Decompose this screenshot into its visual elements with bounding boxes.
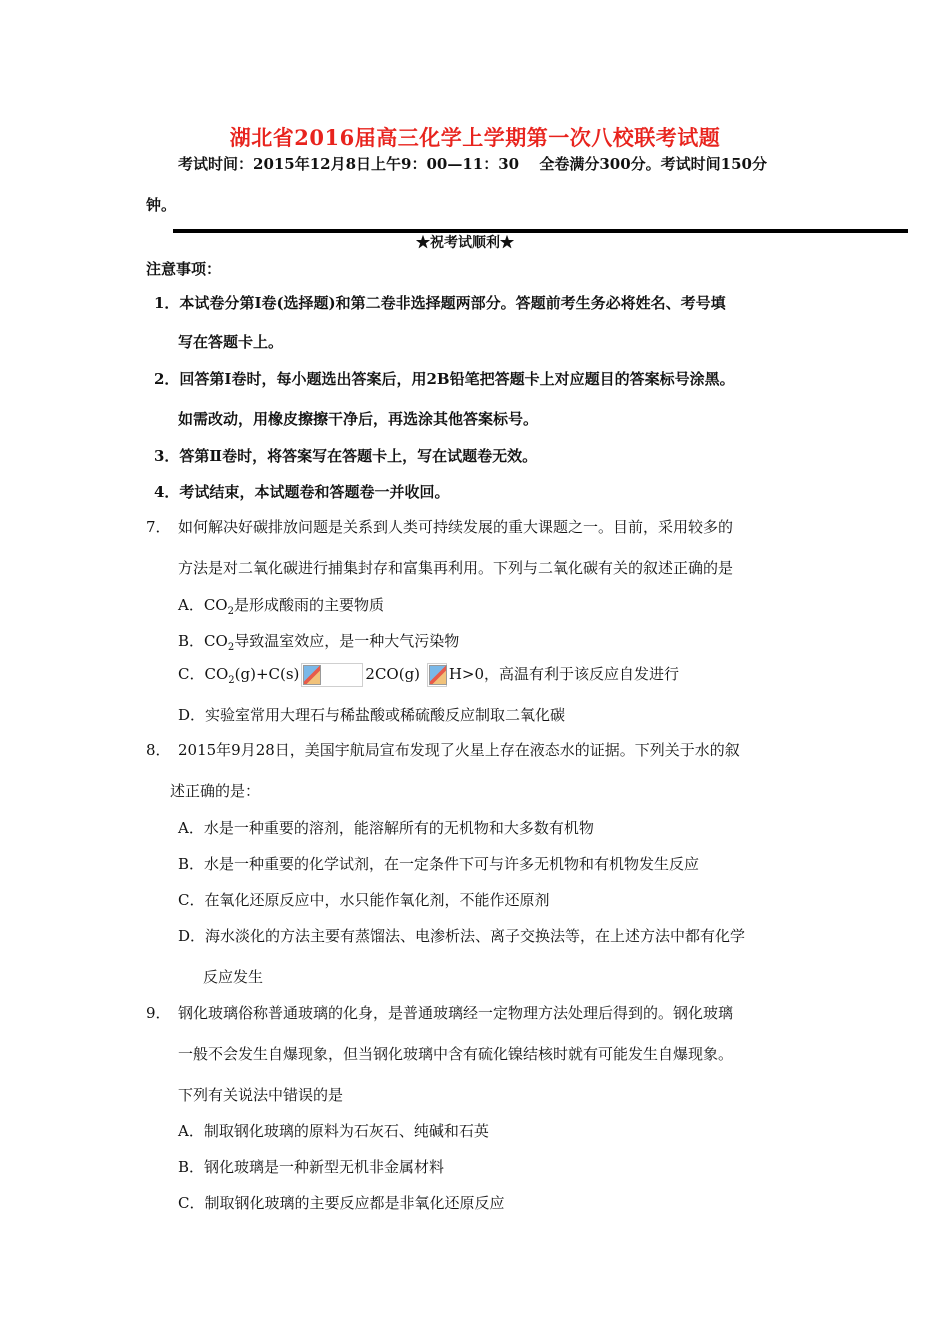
q7-a-pre: A．CO — [178, 596, 228, 614]
q7-c-pre: C．CO — [178, 665, 229, 683]
page-title: 湖北省2016届高三化学上学期第一次八校联考试题 — [229, 125, 721, 150]
q7-option-b — [178, 630, 459, 653]
note-item-2-cont: 如需改动，用橡皮擦擦干净后，再选涂其他答案标号。 — [178, 410, 539, 428]
q8-stem-line2: 述正确的是： — [170, 782, 261, 800]
broken-image-icon — [301, 663, 363, 687]
q7-option-d: D．实验室常用大理石与稀盐酸或稀硫酸反应制取二氧化碳 — [178, 706, 566, 724]
exam-info-line2: 钟。 — [146, 196, 177, 214]
q9-stem-line3: 下列有关说法中错误的是 — [178, 1086, 344, 1104]
q7-c-post: H>0，高温有利于该反应自发进行 — [448, 665, 680, 683]
q7-option-a — [178, 594, 384, 617]
q7-stem-line1: 如何解决好碳排放问题是关系到人类可持续发展的重大课题之一。目前，采用较多的 — [178, 518, 734, 536]
q8-option-b: B．水是一种重要的化学试剂，在一定条件下可与许多无机物和有机物发生反应 — [178, 855, 700, 873]
wish-text: ★祝考试顺利★ — [416, 235, 514, 251]
note-item-1-cont: 写在答题卡上。 — [178, 333, 284, 351]
q8-option-a: A．水是一种重要的溶剂，能溶解所有的无机物和大多数有机物 — [178, 819, 594, 837]
note-item-3: 3．答第Ⅱ卷时，将答案写在答题卡上，写在试题卷无效。 — [154, 447, 538, 465]
q9-option-b: B．钢化玻璃是一种新型无机非金属材料 — [178, 1158, 445, 1176]
q9-stem-line1: 钢化玻璃俗称普通玻璃的化身，是普通玻璃经一定物理方法处理后得到的。钢化玻璃 — [178, 1004, 734, 1022]
q9-number: 9． — [146, 1004, 171, 1022]
q8-number: 8． — [146, 741, 171, 759]
divider-rule — [173, 229, 908, 233]
q7-stem-line2: 方法是对二氧化碳进行捕集封存和富集再利用。下列与二氧化碳有关的叙述正确的是 — [178, 559, 734, 577]
notes-heading: 注意事项： — [146, 260, 222, 278]
q7-number: 7． — [146, 518, 171, 536]
q7-b-post: 导致温室效应，是一种大气污染物 — [234, 632, 460, 650]
q7-a-post: 是形成酸雨的主要物质 — [233, 596, 384, 614]
q7-b-pre: B．CO — [178, 632, 228, 650]
q9-stem-line2: 一般不会发生自爆现象，但当钢化玻璃中含有硫化镍结核时就有可能发生自爆现象。 — [178, 1045, 734, 1063]
q7-b-sub: 2 — [227, 642, 235, 653]
q8-stem-line1: 2015年9月28日，美国宇航局宣布发现了火星上存在液态水的证据。下列关于水的叙 — [178, 741, 740, 759]
q9-option-c: C．制取钢化玻璃的主要反应都是非氧化还原反应 — [178, 1194, 505, 1212]
q8-option-d-line2: 反应发生 — [203, 968, 264, 986]
exam-info-line1: 考试时间：2015年12月8日上午9：00—11：30 全卷满分300分。考试时间150分 — [178, 155, 767, 173]
note-item-1: 1．本试卷分第Ⅰ卷(选择题)和第二卷非选择题两部分。答题前考生务必将姓名、考号填 — [154, 294, 726, 312]
note-item-2: 2．回答第Ⅰ卷时，每小题选出答案后，用2B铅笔把答题卡上对应题目的答案标号涂黑。 — [154, 370, 735, 388]
q7-option-c — [178, 663, 679, 687]
q7-c-mid2: 2CO(g) — [365, 665, 421, 683]
q8-option-d-line1: D．海水淡化的方法主要有蒸馏法、电渗析法、离子交换法等，在上述方法中都有化学 — [178, 927, 746, 945]
q8-option-c: C．在氧化还原反应中，水只能作氧化剂，不能作还原剂 — [178, 891, 550, 909]
broken-image-icon — [427, 663, 447, 687]
q9-option-a: A．制取钢化玻璃的原料为石灰石、纯碱和石英 — [178, 1122, 489, 1140]
note-item-4: 4．考试结束，本试题卷和答题卷一并收回。 — [154, 483, 450, 501]
q7-c-sub: 2 — [228, 675, 235, 686]
q7-a-sub: 2 — [227, 606, 234, 617]
q7-c-mid: (g)+C(s) — [234, 665, 300, 683]
